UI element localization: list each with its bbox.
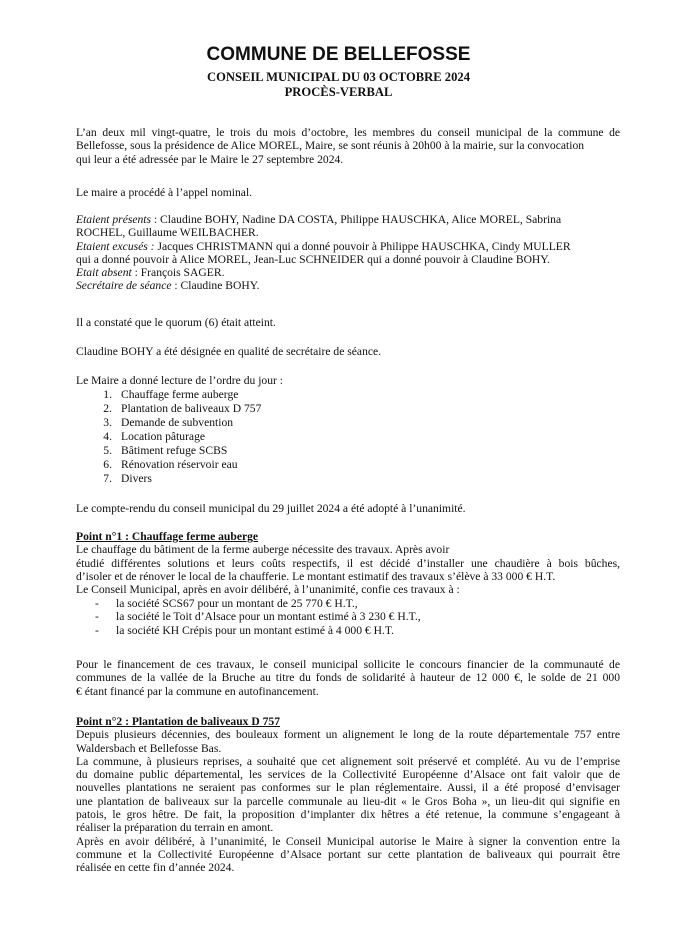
list-item <box>96 472 396 486</box>
list-number: 5. <box>103 444 112 457</box>
point2-section <box>76 715 620 875</box>
council-subtitle: CONSEIL MUNICIPAL DU 03 OCTOBRE 2024 <box>207 70 470 84</box>
list-label: Chauffage ferme auberge <box>121 388 239 401</box>
list-item <box>96 430 396 444</box>
agenda-list <box>96 388 396 486</box>
list-label: Rénovation réservoir eau <box>121 458 238 471</box>
point1-heading: Point n°1 : Chauffage ferme auberge <box>76 530 259 543</box>
text-line: du domaine public départemental, les services de la Collectivité Européenne d’Alsace ont fait valoir que de <box>76 768 620 782</box>
contractor-list <box>95 597 495 637</box>
commune-title: COMMUNE DE BELLEFOSSE <box>206 44 471 65</box>
text-line: Bellefosse, sous la présidence de Alice MOREL, Maire, se sont réunis à 20h00 à la mairie, sur la convocation <box>76 139 585 153</box>
intro-paragraph <box>76 126 620 166</box>
list-number: 6. <box>103 458 112 471</box>
list-label: Divers <box>121 472 152 485</box>
point2-heading: Point n°2 : Plantation de baliveaux D 757 <box>76 715 281 728</box>
excused-names-cont: qui a donné pouvoir à Alice MOREL, Jean-Luc SCHNEIDER qui a donné pouvoir à Claudine BOHY. <box>76 252 551 266</box>
text-line: nouvelles plantations ne seraient pas conformes sur le plan réglementaire. Aussi, il a été proposé d’envisager <box>76 781 620 795</box>
text-line: Le chauffage du bâtiment de la ferme auberge nécessite des travaux. Après avoir <box>76 543 450 557</box>
document-type: PROCÈS-VERBAL <box>284 85 393 99</box>
text-line: réalisée en cette fin d’année 2024. <box>76 861 235 875</box>
roll-call-text: Le maire a procédé à l’appel nominal. <box>76 186 253 199</box>
present-names: : Claudine BOHY, Nadine DA COSTA, Philippe HAUSCHKA, Alice MOREL, Sabrina <box>151 213 562 226</box>
agenda-intro: Le Maire a donné lecture de l’ordre du jour : <box>76 374 283 387</box>
list-label: Plantation de baliveaux D 757 <box>121 402 262 415</box>
excused-line <box>76 240 620 253</box>
excused-names: Jacques CHRISTMANN qui a donné pouvoir à Philippe HAUSCHKA, Cindy MULLER <box>154 239 571 253</box>
absent-names: : François SAGER. <box>131 266 225 280</box>
list-label: la société le Toit d’Alsace pour un montant estimé à 3 230 € H.T., <box>116 610 421 624</box>
excused-label: Etaient excusés : <box>76 239 155 253</box>
present-label: Etaient présents <box>76 213 152 226</box>
list-item <box>96 444 396 458</box>
funding-paragraph <box>76 658 620 698</box>
text-line: € étant financé par la commune en autofinancement. <box>76 684 319 698</box>
text-line: Pour le financement de ces travaux, le conseil municipal sollicite le concours financier de la communauté de <box>76 658 620 671</box>
text-line: patois, le gros hêtre. De fait, la proposition d’implanter dix hêtres a été retenue, la commune s’engageant à <box>76 808 620 822</box>
absent-line <box>76 266 620 279</box>
secretary-line <box>76 279 620 292</box>
list-item <box>95 610 495 623</box>
text-line: qui leur a été adressée par le Maire le 27 septembre 2024. <box>76 152 344 166</box>
text-line: L’an deux mil vingt-quatre, le trois du mois d’octobre, les membres du conseil municipal de la commune de <box>76 126 620 139</box>
secretary-designation-text: Claudine BOHY a été désignée en qualité de secrétaire de séance. <box>76 345 382 358</box>
list-dash: - <box>95 623 99 637</box>
text-line: Après en avoir délibéré, à l’unanimité, le Conseil Municipal autorise le Maire à signer la convention entre la <box>76 834 620 848</box>
list-item <box>96 416 396 430</box>
text-line: La commune, à plusieurs reprises, a souhaité que cet alignement soit préservé et complété. Au vu de l’emprise <box>76 754 620 768</box>
text-line: d’isoler et de rénover le local de la chaufferie. Le montant estimatif des travaux s’élève à 33 000 € H.T. <box>76 569 556 583</box>
list-item <box>95 624 495 637</box>
list-item <box>95 597 495 610</box>
text-line: Depuis plusieurs décennies, des bouleaux forment un alignement le long de la route départementale 757 entre <box>76 728 620 742</box>
point1-section <box>76 530 620 596</box>
list-label: Location pâturage <box>121 430 206 443</box>
secretary-label: Secrétaire de séance <box>76 279 172 293</box>
text-line: communes de la vallée de la Bruche au titre du fonds de solidarité à hauteur de 12 000 €, le solde de 21 000 <box>76 671 620 685</box>
list-item <box>96 402 396 416</box>
secretary-name: : Claudine BOHY. <box>171 279 260 293</box>
list-item <box>96 458 396 472</box>
list-dash: - <box>95 610 99 624</box>
list-number: 3. <box>103 416 112 429</box>
present-line <box>76 213 620 226</box>
present-names-cont: ROCHEL, Guillaume WEILBACHER. <box>76 226 259 240</box>
text-line: une plantation de baliveaux sur la parcelle communale au lieu-dit « le Gros Boha », un lieu-dit qui signifie en <box>76 794 620 808</box>
attendance-block <box>76 213 620 293</box>
text-line: commune et la Collectivité Européenne d’Alsace portant sur cette plantation de baliveaux qui pourrait être <box>76 847 620 861</box>
text-line: réaliser la préparation du terrain en amont. <box>76 821 274 835</box>
list-label: Demande de subvention <box>121 416 234 429</box>
list-label: Bâtiment refuge SCBS <box>121 444 228 457</box>
minutes-adopted-text: Le compte-rendu du conseil municipal du 29 juillet 2024 a été adopté à l’unanimité. <box>76 502 466 515</box>
absent-label: Etait absent <box>76 266 132 280</box>
list-dash: - <box>95 597 99 610</box>
list-number: 4. <box>103 430 112 443</box>
text-line: étudié différentes solutions et leurs coûts respectifs, il est décidé d’installer une chaudière à bois bûches, <box>76 556 620 570</box>
text-line: Waldersbach et Bellefosse Bas. <box>76 741 222 755</box>
list-label: la société KH Crépis pour un montant estimé à 4 000 € H.T. <box>116 623 394 637</box>
text-line: Le Conseil Municipal, après en avoir délibéré, à l’unanimité, confie ces travaux à : <box>76 583 460 597</box>
quorum-text: Il a constaté que le quorum (6) était atteint. <box>76 316 276 329</box>
list-number: 1. <box>103 388 112 401</box>
list-number: 2. <box>103 402 112 415</box>
list-item <box>96 388 396 402</box>
list-label: la société SCS67 pour un montant de 25 770 € H.T., <box>116 597 358 610</box>
list-number: 7. <box>103 472 112 485</box>
